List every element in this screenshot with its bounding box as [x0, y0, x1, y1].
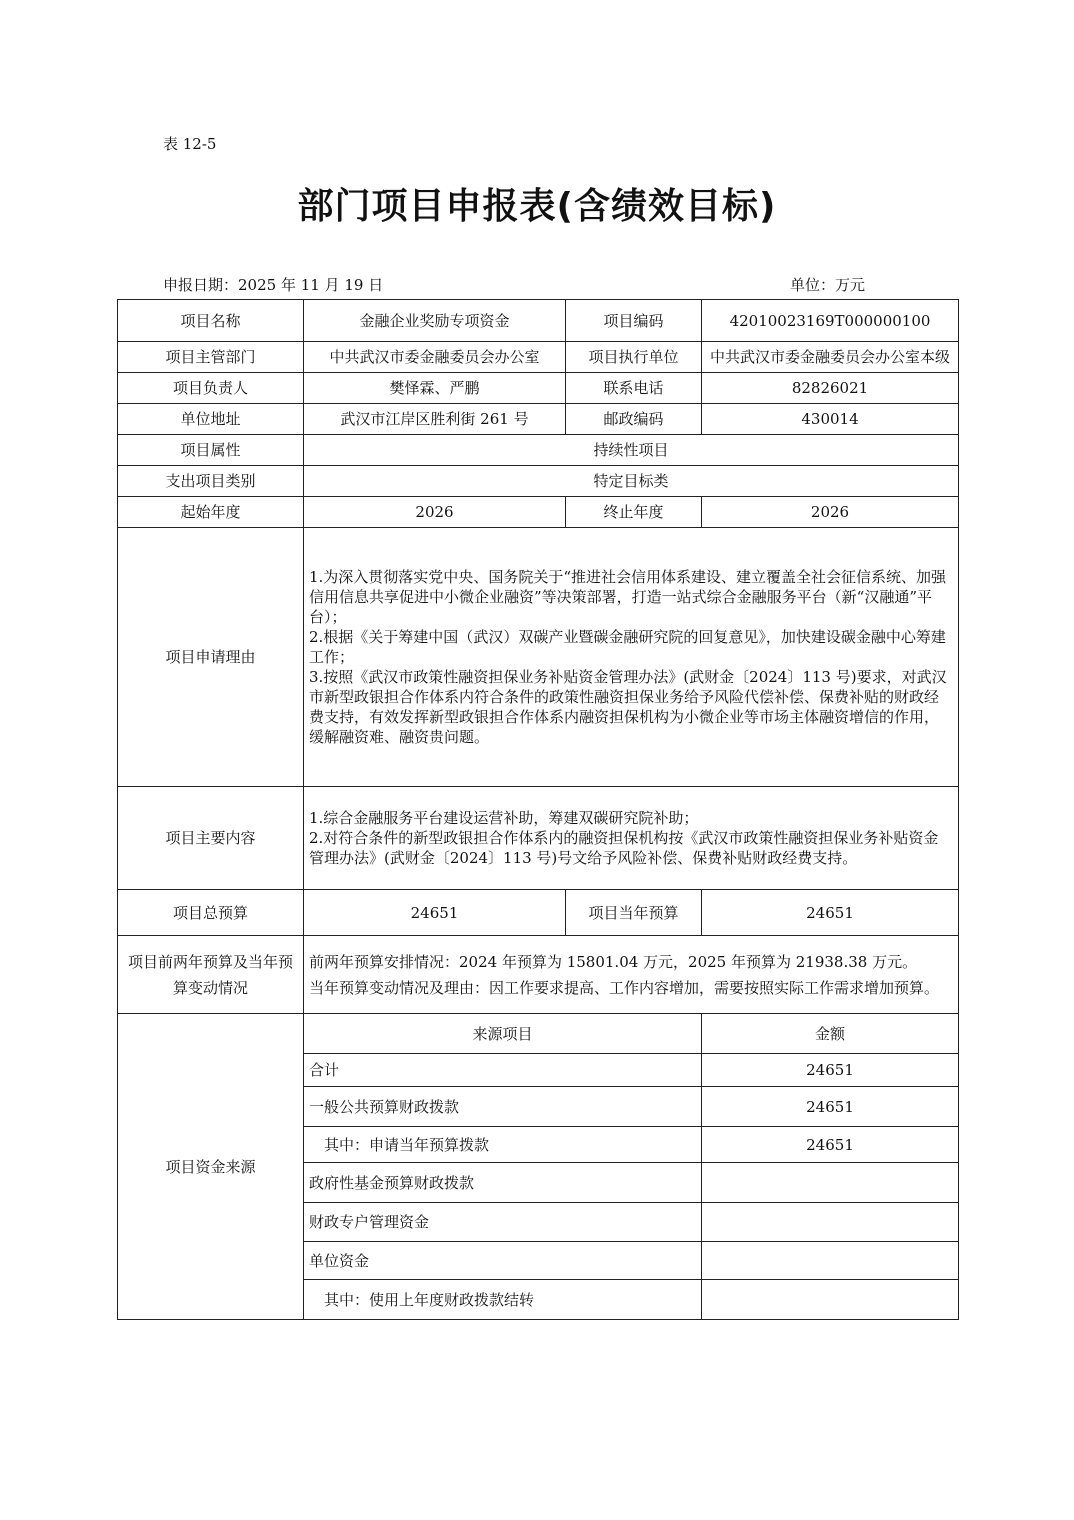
- end-year-label: 终止年度: [566, 497, 702, 528]
- table-row: [118, 890, 959, 936]
- attribute-label: 项目属性: [118, 435, 304, 466]
- table-number: 表 12-5: [163, 135, 217, 153]
- funding-amount: 24651: [702, 1127, 959, 1163]
- project-code-value: 42010023169T000000100: [702, 300, 959, 342]
- unit-label: 单位：万元: [790, 276, 866, 294]
- postcode-label: 邮政编码: [566, 404, 702, 435]
- funding-amount: 24651: [702, 1087, 959, 1127]
- reason-label: 项目申请理由: [118, 528, 304, 787]
- content-text: [304, 787, 959, 890]
- reason-text: [304, 528, 959, 787]
- exec-unit-value: 中共武汉市委金融委员会办公室本级: [702, 342, 959, 373]
- project-table: [117, 299, 959, 1320]
- report-date: 申报日期：2025 年 11 月 19 日: [163, 276, 384, 294]
- table-row: [118, 404, 959, 435]
- funding-source: 其中：申请当年预算拨款: [304, 1127, 702, 1163]
- table-row: [118, 787, 959, 890]
- funding-col-amount: 金额: [702, 1014, 959, 1054]
- funding-source: 单位资金: [304, 1242, 702, 1280]
- change-line: 前两年预算安排情况：2024 年预算为 15801.04 万元，2025 年预算为 21938.38 万元。: [309, 952, 918, 971]
- funding-header-row: [118, 1014, 959, 1054]
- funding-amount: [702, 1242, 959, 1280]
- content-line: 1.综合金融服务平台建设运营补助，筹建双碳研究院补助；: [309, 809, 699, 827]
- address-label: 单位地址: [118, 404, 304, 435]
- funding-source: 一般公共预算财政拨款: [304, 1087, 702, 1127]
- funding-source: 合计: [304, 1054, 702, 1087]
- table-row: [118, 373, 959, 404]
- leader-label: 项目负责人: [118, 373, 304, 404]
- funding-amount: 24651: [702, 1054, 959, 1087]
- dept-label: 项目主管部门: [118, 342, 304, 373]
- page-title: 部门项目申报表(含绩效目标): [297, 186, 777, 227]
- total-budget-label: 项目总预算: [118, 890, 304, 936]
- category-label: 支出项目类别: [118, 466, 304, 497]
- funding-amount: [702, 1203, 959, 1242]
- content-label: 项目主要内容: [118, 787, 304, 890]
- start-year-value: 2026: [304, 497, 566, 528]
- end-year-value: 2026: [702, 497, 959, 528]
- attribute-value: 持续性项目: [304, 435, 959, 466]
- funding-label: 项目资金来源: [118, 1014, 304, 1320]
- year-budget-value: 24651: [702, 890, 959, 936]
- funding-source: 财政专户管理资金: [304, 1203, 702, 1242]
- table-row: [118, 435, 959, 466]
- table-row: [118, 497, 959, 528]
- table-row: [118, 342, 959, 373]
- funding-amount: [702, 1163, 959, 1203]
- start-year-label: 起始年度: [118, 497, 304, 528]
- exec-unit-label: 项目执行单位: [566, 342, 702, 373]
- table-row: [118, 466, 959, 497]
- postcode-value: 430014: [702, 404, 959, 435]
- change-text: [304, 936, 959, 1014]
- total-budget-value: 24651: [304, 890, 566, 936]
- year-budget-label: 项目当年预算: [566, 890, 702, 936]
- reason-line: 1.为深入贯彻落实党中央、国务院关于“推进社会信用体系建设、建立覆盖全社会征信系统、加强信用信息共享促进中小微企业融资”等决策部署，打造一站式综合金融服务平台（新“汉融通”平台）；: [309, 568, 946, 626]
- project-code-label: 项目编码: [566, 300, 702, 342]
- project-name-label: 项目名称: [118, 300, 304, 342]
- table-row: [118, 936, 959, 1014]
- funding-source: 其中：使用上年度财政拨款结转: [304, 1280, 702, 1320]
- reason-line: 3.按照《武汉市政策性融资担保业务补贴资金管理办法》(武财金〔2024〕113 号)要求，对武汉市新型政银担合作体系内符合条件的政策性融资担保业务给予风险代偿补偿、保费补贴的财政经费支持，有效发挥新型政银担合作体系内融资担保机构为小微企业等市场主体融资增信的作用，缓解融资难、融资贵问题。: [309, 668, 947, 746]
- funding-col-source: 来源项目: [304, 1014, 702, 1054]
- funding-source: 政府性基金预算财政拨款: [304, 1163, 702, 1203]
- category-value: 特定目标类: [304, 466, 959, 497]
- project-name-value: 金融企业奖励专项资金: [304, 300, 566, 342]
- address-value: 武汉市江岸区胜利街 261 号: [304, 404, 566, 435]
- dept-value: 中共武汉市委金融委员会办公室: [304, 342, 566, 373]
- leader-value: 樊怿霖、严鹏: [304, 373, 566, 404]
- content-line: 2.对符合条件的新型政银担合作体系内的融资担保机构按《武汉市政策性融资担保业务补贴资金管理办法》(武财金〔2024〕113 号)号文给予风险补偿、保费补贴财政经费支持。: [309, 829, 939, 867]
- change-line: 当年预算变动情况及理由：因工作要求提高、工作内容增加，需要按照实际工作需求增加预算。: [309, 978, 940, 997]
- change-label: 项目前两年预算及当年预算变动情况: [118, 936, 304, 1014]
- phone-value: 82826021: [702, 373, 959, 404]
- table-row: [118, 300, 959, 342]
- table-row: [118, 528, 959, 787]
- funding-amount: [702, 1280, 959, 1320]
- phone-label: 联系电话: [566, 373, 702, 404]
- reason-line: 2.根据《关于筹建中国（武汉）双碳产业暨碳金融研究院的回复意见》，加快建设碳金融中心筹建工作；: [309, 628, 946, 666]
